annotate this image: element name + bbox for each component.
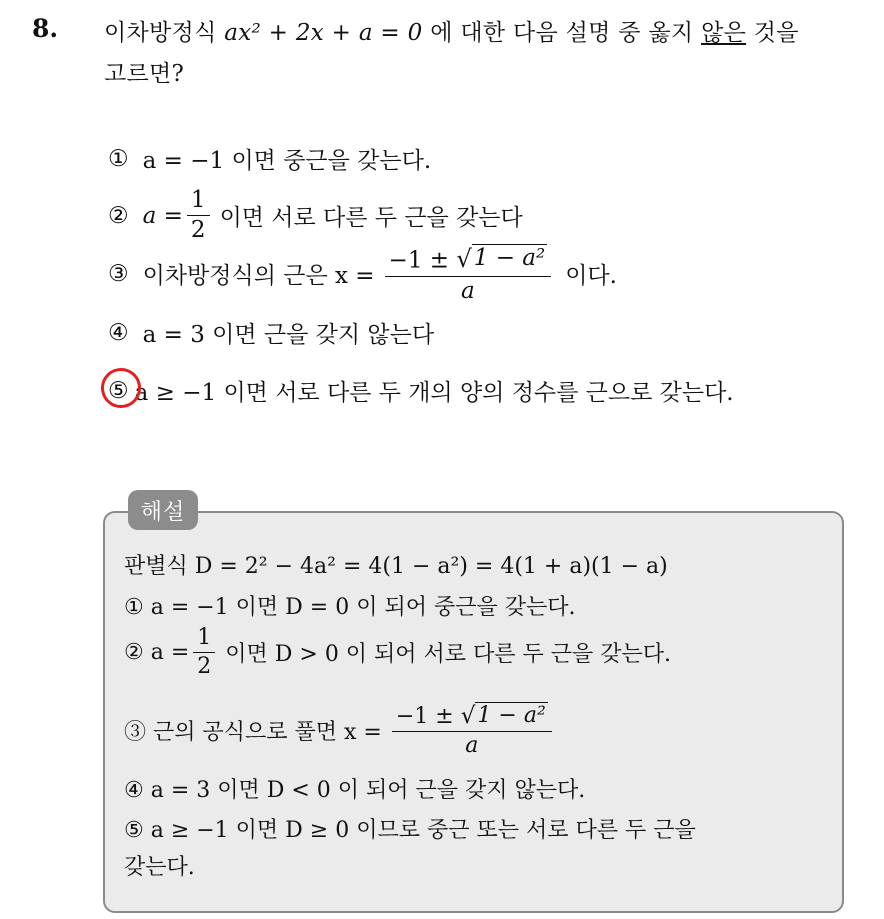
solution-line-3 bbox=[124, 702, 556, 759]
solution-line-4: ④ a = 3 이면 D < 0 이 되어 근을 갖지 않는다. bbox=[124, 778, 586, 803]
question-number: 8. bbox=[32, 14, 59, 43]
choice-2[interactable] bbox=[108, 188, 523, 244]
formula-numerator bbox=[392, 702, 552, 732]
square-root bbox=[456, 244, 547, 274]
solution-line-5b: 갖는다. bbox=[124, 855, 195, 880]
choice-prefix: a = bbox=[142, 202, 183, 229]
radicand: 1 − a² bbox=[473, 245, 546, 271]
choice-number: ⑤ bbox=[108, 377, 129, 404]
solution-line-5a: ⑤ a ≥ −1 이면 D ≥ 0 이므로 중근 또는 서로 다른 두 근을 bbox=[124, 818, 696, 843]
choice-prefix: 이차방정식의 근은 x = bbox=[142, 263, 375, 290]
formula-numerator-prefix: −1 ± bbox=[388, 247, 450, 274]
fraction-numerator: 1 bbox=[187, 188, 210, 216]
choice-text: a = 3 이면 근을 갖지 않는다 bbox=[142, 322, 435, 348]
question-equation: ax² + 2x + a = 0 bbox=[224, 20, 423, 46]
quadratic-formula bbox=[385, 244, 552, 304]
solution-line-1: ① a = −1 이면 D = 0 이 되어 중근을 갖는다. bbox=[124, 595, 576, 620]
choice-text: 이다. bbox=[565, 263, 617, 290]
solution-line-2-prefix: ② a = bbox=[124, 640, 190, 666]
formula-denominator: a bbox=[461, 277, 475, 304]
question-middle: 에 대한 다음 설명 중 옳지 bbox=[430, 20, 694, 46]
choice-5[interactable] bbox=[108, 374, 734, 407]
question-prefix: 이차방정식 bbox=[104, 20, 217, 46]
solution-line-2 bbox=[124, 626, 671, 679]
radical-sign-icon: √ bbox=[460, 703, 476, 730]
formula-denominator: a bbox=[465, 733, 479, 759]
choice-text: a = −1 이면 중근을 갖는다. bbox=[142, 148, 432, 174]
quadratic-formula bbox=[392, 702, 552, 759]
solution-line-3-prefix: ③ 근의 공식으로 풀면 x = bbox=[124, 719, 382, 745]
square-root bbox=[461, 702, 548, 728]
question-text-line1 bbox=[104, 14, 799, 47]
choice-number: ③ bbox=[108, 260, 129, 287]
radical-sign-icon: √ bbox=[456, 245, 472, 274]
choice-text: 이면 서로 다른 두 근을 갖는다 bbox=[219, 205, 523, 232]
question-underlined: 않은 bbox=[701, 20, 747, 46]
fraction bbox=[193, 626, 215, 679]
choice-number: ② bbox=[108, 202, 129, 229]
fraction-numerator: 1 bbox=[193, 626, 215, 653]
choice-4[interactable] bbox=[108, 316, 434, 349]
fraction bbox=[187, 188, 210, 244]
solution-discriminant: 판별식 D = 2² − 4a² = 4(1 − a²) = 4(1 + a)(1 − a) bbox=[124, 554, 668, 579]
question-end: 것을 bbox=[753, 20, 799, 46]
choice-1[interactable] bbox=[108, 142, 431, 175]
choice-text: a ≥ −1 이면 서로 다른 두 개의 양의 정수를 근으로 갖는다. bbox=[134, 380, 734, 406]
formula-numerator bbox=[385, 244, 552, 277]
choice-number: ④ bbox=[108, 319, 129, 346]
radicand: 1 − a² bbox=[477, 703, 546, 728]
solution-tag: 해설 bbox=[128, 490, 198, 530]
choice-number: ① bbox=[108, 145, 129, 172]
formula-numerator-prefix: −1 ± bbox=[395, 704, 454, 730]
solution-line-2-text: 이면 D > 0 이 되어 서로 다른 두 근을 갖는다. bbox=[225, 642, 672, 668]
fraction-denominator: 2 bbox=[197, 654, 212, 680]
question-text-line2: 고르면? bbox=[104, 61, 185, 87]
choice-3[interactable] bbox=[108, 244, 617, 304]
fraction-denominator: 2 bbox=[190, 217, 206, 244]
